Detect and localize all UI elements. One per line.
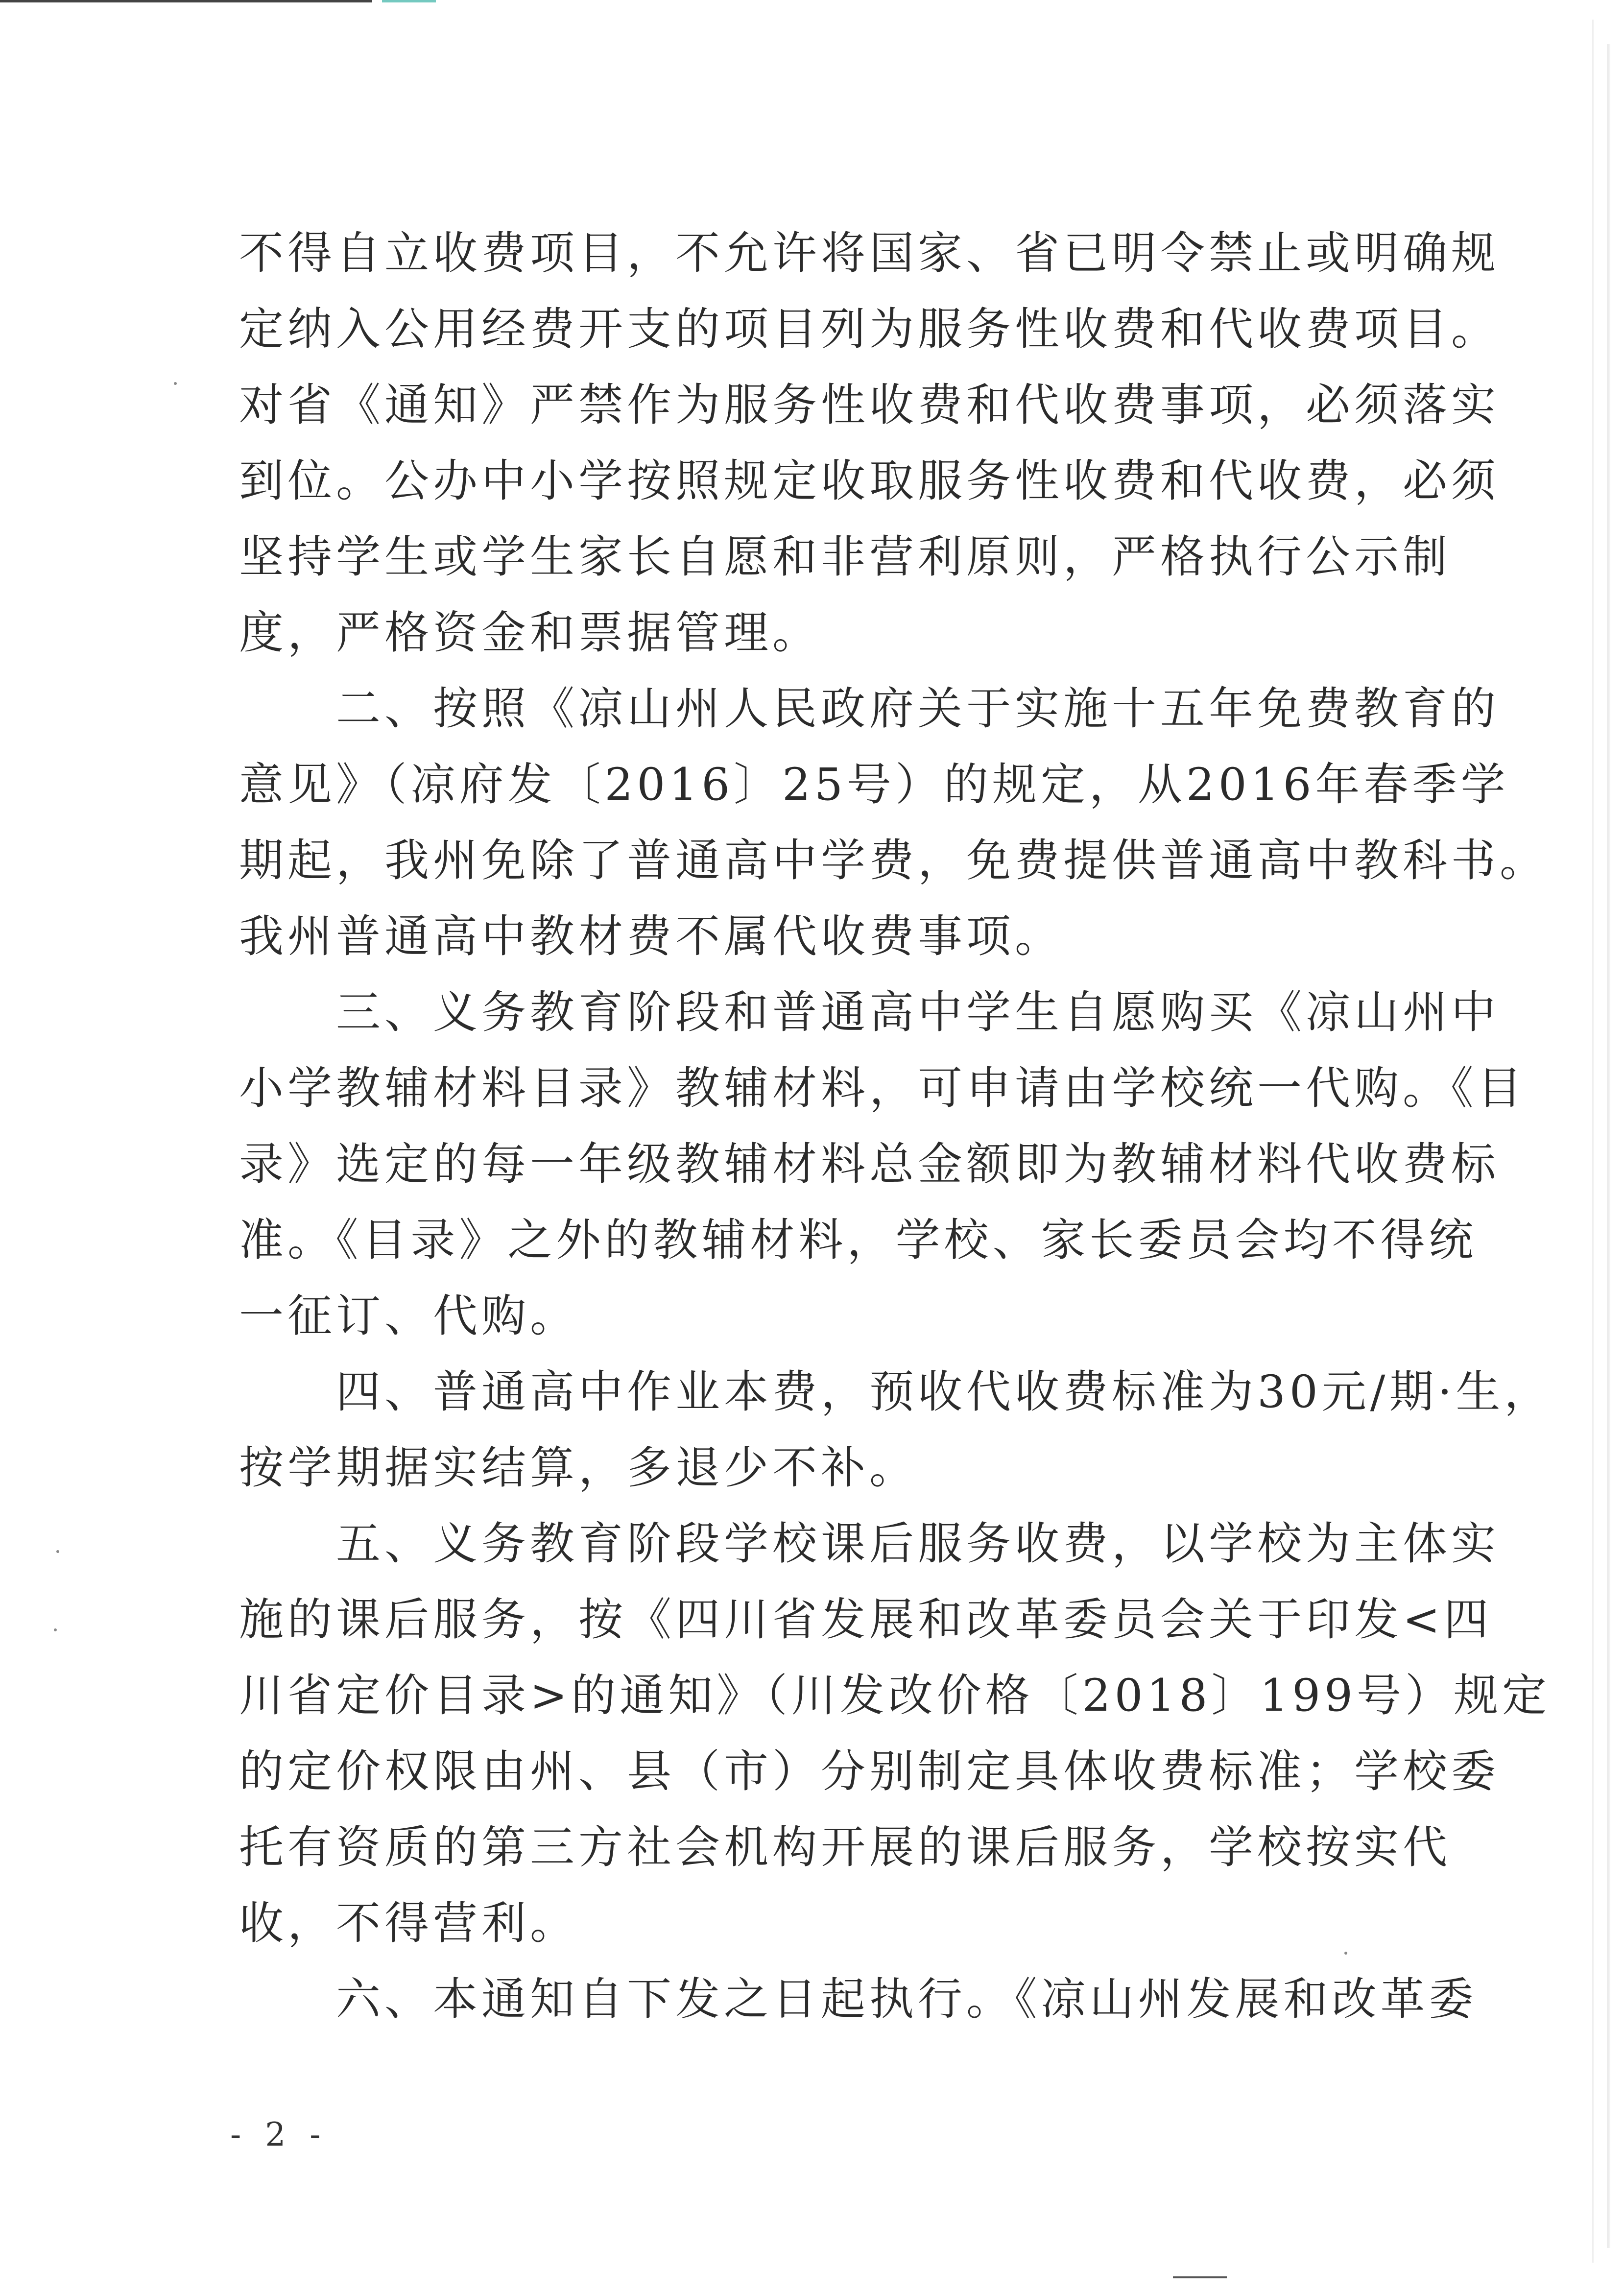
text-line: 定纳入公用经费开支的项目列为服务性收费和代收费项目。 [239, 304, 1500, 355]
text-line: 的定价权限由州、县（市）分别制定具体收费标准；学校委 [239, 1746, 1500, 1797]
text-line: 度，严格资金和票据管理。 [239, 607, 821, 659]
text-line: 坚持学生或学生家长自愿和非营利原则，严格执行公示制 [239, 531, 1452, 583]
text-line: 不得自立收费项目，不允许将国家、省已明令禁止或明确规 [239, 228, 1500, 279]
text-line: 五、义务教育阶段学校课后服务收费，以学校为主体实 [239, 1518, 1500, 1570]
document-body [239, 215, 1553, 2037]
text-line: 托有资质的第三方社会机构开展的课后服务，学校按实代 [239, 1822, 1452, 1873]
scan-edge-accent [382, 0, 436, 2]
page-number: - 2 - [230, 2116, 328, 2153]
text-line: 施的课后服务，按《四川省发展和改革委员会关于印发<四 [239, 1594, 1493, 1646]
text-line: 按学期据实结算，多退少不补。 [239, 1442, 918, 1494]
text-line: 一征订、代购。 [239, 1290, 579, 1342]
text-line: 六、本通知自下发之日起执行。《凉山州发展和改革委 [239, 1974, 1478, 2025]
text-line: 意见》（凉府发〔2016〕25号）的规定，从2016年春季学 [239, 759, 1509, 811]
text-line: 期起，我州免除了普通高中学费，免费提供普通高中教科书。 [239, 835, 1549, 886]
scan-page-edge-inner [1592, 20, 1594, 2263]
scan-page-edge [1607, 44, 1610, 2248]
scan-speck [174, 382, 177, 385]
text-line: 准。《目录》之外的教辅材料，学校、家长委员会均不得统 [239, 1215, 1478, 1266]
footer-rule [1173, 2276, 1227, 2278]
scan-speck [54, 1628, 57, 1631]
scan-speck [56, 1550, 59, 1553]
text-line: 四、普通高中作业本费，预收代收费标准为30元/期·生， [239, 1366, 1553, 1418]
text-line: 录》选定的每一年级教辅材料总金额即为教辅材料代收费标 [239, 1139, 1500, 1190]
text-line: 川省定价目录>的通知》（川发改价格〔2018〕199号）规定 [239, 1670, 1551, 1721]
text-line: 对省《通知》严禁作为服务性收费和代收费事项，必须落实 [239, 380, 1500, 431]
text-line: 到位。公办中小学按照规定收取服务性收费和代收费，必须 [239, 455, 1500, 507]
text-line: 我州普通高中教材费不属代收费事项。 [239, 911, 1064, 962]
text-line: 三、义务教育阶段和普通高中学生自愿购买《凉山州中 [239, 987, 1500, 1038]
scan-edge-line [0, 0, 372, 2]
text-line: 二、按照《凉山州人民政府关于实施十五年免费教育的 [239, 683, 1500, 735]
text-line: 收，不得营利。 [239, 1898, 579, 1949]
text-line: 小学教辅材料目录》教辅材料，可申请由学校统一代购。《目 [239, 1063, 1526, 1114]
